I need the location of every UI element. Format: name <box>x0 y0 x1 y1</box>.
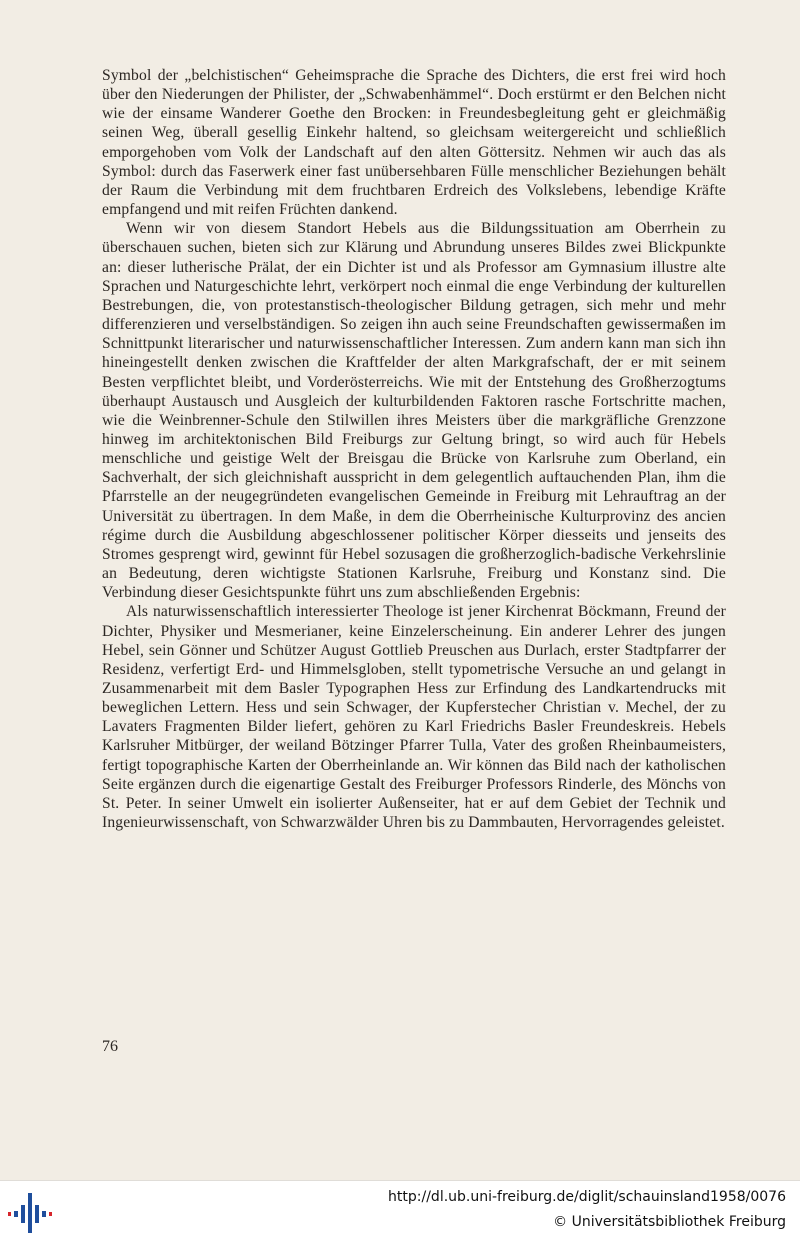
page-body <box>102 66 726 832</box>
permalink-url-link[interactable]: http://dl.ub.uni-freiburg.de/diglit/schauinsland1958/0076 <box>388 1189 786 1205</box>
paragraph-2: Wenn wir von diesem Standort Hebels aus die Bildungssituation am Oberrhein zu überschauen suchen, bieten sich zur Klärung und Abrundung unseres Bildes zwei Blickpunkte an: dieser lutherische Prälat, der ein Dichter ist und als Professor am Gymnasium illustre alte Sprachen und Naturgeschichte lehrt, verkörpert noch einmal die enge Verbindung der kulturellen Bestrebungen, die, von protestanstisch-theologischer Bildung getragen, sich mehr und mehr differenzieren und verselbständigen. So zeigen ihn auch seine Freundschaften gewissermaßen im Schnittpunkt literarischer und naturwissenschaftlicher Interessen. Zum andern kann man sich ihn hineingestellt denken zwischen die Kraftfelder der alten Markgrafschaft, der er mit seinem Besten verpflichtet bleibt, und Vorderösterreichs. Wie mit der Entstehung des Großherzogtums überhaupt Austausch und Ausgleich der kulturbildenden Faktoren rasche Fortschritte machen, wie die Weinbrenner-Schule den Stilwillen ihres Meisters über die markgräfliche Grenzzone hinweg im architektonischen Bild Freiburgs zur Geltung bringt, so wird auch für Hebels menschliche und geistige Welt der Breisgau die Brücke von Karlsruhe zum Oberland, ein Sachverhalt, der sich gleichnishaft ausspricht in dem gelegentlich auftauchenden Plan, ihm die Pfarrstelle an der neugegründeten evangelischen Gemeinde in Freiburg mit Lehrauftrag an der Universität zu übertragen. In dem Maße, in dem die Oberrheinische Kulturprovinz des ancien régime durch die Ausbildung abgeschlossener politischer Körper diesseits und jenseits des Stromes gesprengt wird, gewinnt für Hebel sozusagen die großherzoglich-badische Verkehrslinie an Bedeutung, deren wichtigste Stationen Karlsruhe, Freiburg und Konstanz sind. Die Verbindung dieser Gesichtspunkte führt uns zum abschließenden Ergebnis: <box>102 220 726 602</box>
paragraph-1: Symbol der „belchistischen“ Geheimsprache die Sprache des Dichters, die erst frei wird hoch über den Niederungen der Philister, der „Schwabenhämmel“. Doch erstürmt er den Belchen nicht wie der einsame Wanderer Goethe den Brocken: in Freundesbegleitung geht er gleichmäßig seinen Weg, überall gesellig Einkehr haltend, so gleichsam weitergereicht und schließlich emporgehoben vom Volk der Landschaft auf den alten Göttersitz. Nehmen wir auch das als Symbol: durch das Faserwerk einer fast unübersehbaren Fülle menschlicher Beziehungen behält der Raum die Verbindung mit dem fruchtbaren Erdreich des Volkslebens, lebendige Kräfte empfangend und mit reifen Früchten dankend. <box>102 67 726 219</box>
ub-freiburg-logo-icon <box>8 1191 52 1235</box>
footer-bar <box>0 1180 800 1240</box>
page-number: 76 <box>102 1038 118 1055</box>
paragraph-3: Als naturwissenschaftlich interessierter Theologe ist jener Kirchenrat Böckmann, Freund der Dichter, Physiker und Mesmerianer, keine Einzelerscheinung. Ein anderer Lehrer des jungen Hebel, sein Gönner und Schützer August Gottlieb Preuschen aus Durlach, erster Stadtpfarrer der Residenz, verfertigt Erd- und Himmelsgloben, stellt typometrische Versuche an und gelangt in Zusammenarbeit mit dem Basler Typographen Hess zur Erfindung des Landkartendrucks mit beweglichen Lettern. Hess und sein Schwager, der Kupferstecher Christian v. Mechel, der zu Lavaters Fragmenten Bilder liefert, gehören zu Karl Friedrichs Basler Freundeskreis. Hebels Karlsruher Mitbürger, der weiland Bötzinger Pfarrer Tulla, Vater des großen Rheinbaumeisters, fertigt topographische Karten der Oberrheinlande an. Wir können das Bild nach der katholischen Seite ergänzen durch die eigenartige Gestalt des Freiburger Professors Rinderle, des Mönchs von St. Peter. In seiner Umwelt ein isolierter Außenseiter, hat er auf dem Gebiet der Technik und Ingenieurwissenschaft, von Schwarzwälder Uhren bis zu Dammbauten, Hervorragendes geleistet. <box>102 603 726 832</box>
copyright-text: © Universitätsbibliothek Freiburg <box>553 1214 786 1230</box>
